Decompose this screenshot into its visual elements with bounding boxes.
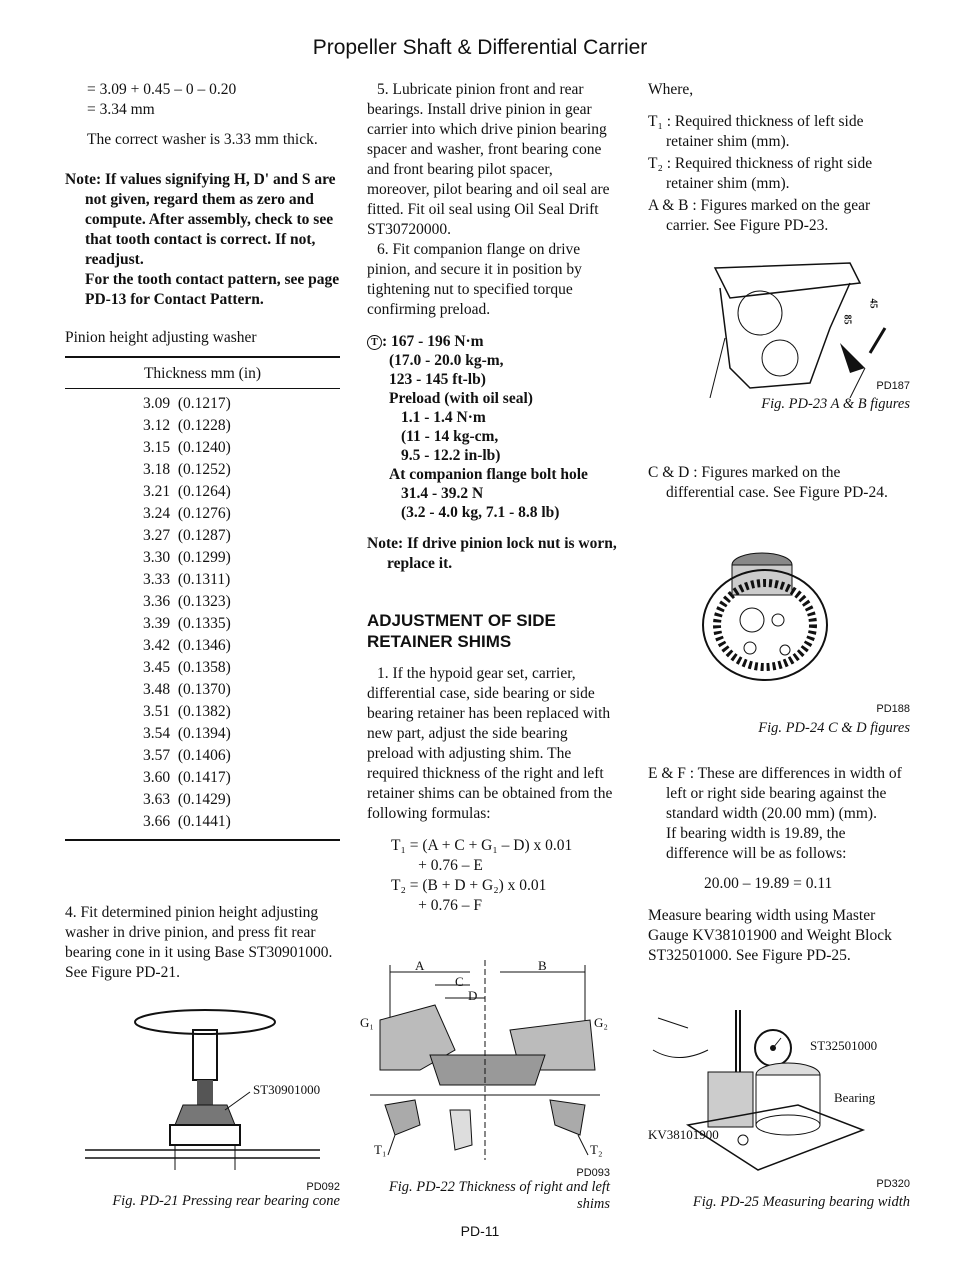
fig21-caption: Fig. PD-21 Pressing rear bearing cone (112, 1193, 340, 1209)
torque-icon: T (367, 335, 382, 350)
label-T1: T₁ (374, 1142, 387, 1157)
table-row: 3.48 (0.1370) (143, 681, 231, 698)
calc-line-2: = 3.34 mm (87, 101, 155, 118)
calc-line-1: = 3.09 + 0.45 – 0 – 0.20 (87, 81, 237, 98)
washer-table (65, 356, 340, 841)
where-label: Where, (648, 81, 694, 98)
label-G2: G₂ (594, 1015, 608, 1030)
table-row: 3.66 (0.1441) (143, 813, 231, 830)
table-row: 3.63 (0.1429) (143, 791, 231, 808)
ef-calc: 20.00 – 19.89 = 0.11 (704, 875, 833, 892)
mark-85: 85 (841, 314, 853, 325)
table-row: 3.54 (0.1394) (143, 725, 231, 742)
page-number: PD-11 (460, 1223, 500, 1239)
table-row: 3.15 (0.1240) (143, 439, 231, 456)
table-row: 3.36 (0.1323) (143, 593, 231, 610)
step-6-text: 6. Fit companion flange on drive pinion, and secure it in position by tightening nut to specified torque confirming preload. (367, 241, 582, 318)
step-1-text: 1. If the hypoid gear set, carrier, differential case, side bearing or side bearing retainer has been replaced with new part, adjust the side bearing preload with adjusting shim. The required thickness of the right and left retainer shims can be obtained from the following formulas: (367, 665, 613, 822)
column-3 (648, 80, 910, 236)
fig23-code: PD187 (876, 380, 910, 392)
mark-45: 45 (867, 298, 879, 309)
figure-pd22 (360, 960, 610, 1210)
label-G1: G₁ (360, 1015, 374, 1030)
column-1 (65, 80, 340, 995)
shims-diagram (360, 960, 610, 1160)
table-row: 3.51 (0.1382) (143, 703, 231, 720)
fig24-code: PD188 (876, 703, 910, 715)
label-D: D (468, 988, 478, 1003)
pinion-nut-note: Note: If drive pinion lock nut is worn, replace it. (367, 535, 617, 572)
fig22-code: PD093 (576, 1167, 610, 1179)
table-row: 3.24 (0.1276) (143, 505, 231, 522)
note-contact: For the tooth contact pattern, see page PD-13 for Contact Pattern. (85, 271, 340, 308)
differential-case-illustration (690, 540, 910, 700)
table-row: 3.39 (0.1335) (143, 615, 231, 632)
table-row: 3.60 (0.1417) (143, 769, 231, 786)
table-row: 3.27 (0.1287) (143, 527, 231, 544)
ef-section (648, 764, 910, 978)
table-row: 3.45 (0.1358) (143, 659, 231, 676)
def-t2: T₂ : Required thickness of right side retainer shim (mm). (648, 155, 873, 192)
figure-pd21 (65, 1000, 340, 1210)
torque-spec: T : 167 - 196 N·m (17.0 - 20.0 kg-m, 123 - 145 ft-lb) Preload (with oil seal) 1.1 - 1.4 N·m (11 - 14 kg-cm, 9.5 - 12.2 in-lb) At companion flange bolt hole 31.4 - 39.2 N (3.2 - 4.0 kg, 7.1 - 8.8 lb) (367, 332, 617, 522)
table-row: 3.57 (0.1406) (143, 747, 231, 764)
def-ab: A & B : Figures marked on the gear carrier. See Figure PD-23. (648, 197, 871, 234)
figure-pd24 (690, 540, 910, 740)
column-2 (367, 80, 617, 930)
fig24-caption: Fig. PD-24 C & D figures (758, 720, 910, 736)
label-A: A (415, 958, 425, 973)
table-header: Thickness mm (in) (143, 365, 262, 382)
table-row: 3.09 (0.1217) (143, 395, 231, 412)
fig22-caption: Fig. PD-22 Thickness of right and left shims (388, 1179, 610, 1212)
fig21-tool-label: ST30901000 (253, 1082, 321, 1097)
measure-text: Measure bearing width using Master Gauge KV38101900 and Weight Block ST32501000. See Figure PD-25. (648, 907, 892, 964)
fig25-label-st: ST32501000 (810, 1038, 878, 1053)
label-B: B (538, 958, 547, 973)
step-5-text: 5. Lubricate pinion front and rear bearings. Install drive pinion in gear carrier into which drive pinion bearing spacer and washer, front bearing cone and front bearing pilot spacer, moreover, pilot bearing and oil seal are fitted. Fit oil seal using Oil Seal Drift ST30720000. (367, 81, 610, 238)
gear-carrier-illustration (690, 258, 910, 398)
table-row: 3.12 (0.1228) (143, 417, 231, 434)
label-C: C (455, 974, 464, 989)
ef-def: E & F : These are differences in width of left or right side bearing against the standard width (20.00 mm) (mm). (648, 765, 902, 822)
def-t1: T₁ : Required thickness of left side retainer shim (mm). (648, 113, 864, 150)
table-row: 3.42 (0.1346) (143, 637, 231, 654)
table-row: 3.30 (0.1299) (143, 549, 231, 566)
shim-formula: T₁ = (A + C + G₁ – D) x 0.01 + 0.76 – E T₂ = (B + D + G₂) x 0.01 + 0.76 – F (391, 837, 573, 914)
page-header: Propeller Shaft & Differential Carrier (312, 36, 648, 59)
fig23-caption: Fig. PD-23 A & B figures (761, 396, 910, 412)
fig25-caption: Fig. PD-25 Measuring bearing width (692, 1194, 910, 1210)
fig25-label-kv: KV38101900 (648, 1127, 719, 1142)
table-row: 3.18 (0.1252) (143, 461, 231, 478)
correct-washer-text: The correct washer is 3.33 mm thick. (87, 131, 318, 148)
step-4-text: 4. Fit determined pinion height adjusting washer in drive pinion, and press fit rear bearing cone in it using Base ST30901000. See Figure PD-21. (65, 904, 333, 981)
fig25-code: PD320 (876, 1178, 910, 1190)
note-hds: Note: If values signifying H, D' and S are not given, regard them as zero and compute. After assembly, check to see that tooth contact is correct. If not, readjust. (65, 171, 336, 268)
table-title: Pinion height adjusting washer (65, 329, 257, 346)
cd-definition: C & D : Figures marked on the differential case. See Figure PD-24. (648, 464, 888, 501)
figure-pd23 (690, 258, 910, 433)
table-row: 3.21 (0.1264) (143, 483, 231, 500)
fig21-code: PD092 (306, 1181, 340, 1193)
section-heading: ADJUSTMENT OF SIDE RETAINER SHIMS (367, 611, 556, 651)
figure-pd25 (648, 1010, 910, 1210)
label-T2: T₂ (590, 1142, 603, 1157)
fig25-label-bearing: Bearing (834, 1090, 876, 1105)
table-body (65, 389, 340, 839)
table-row: 3.33 (0.1311) (143, 571, 231, 588)
ef-def2: If bearing width is 19.89, the difference will be as follows: (666, 825, 847, 862)
